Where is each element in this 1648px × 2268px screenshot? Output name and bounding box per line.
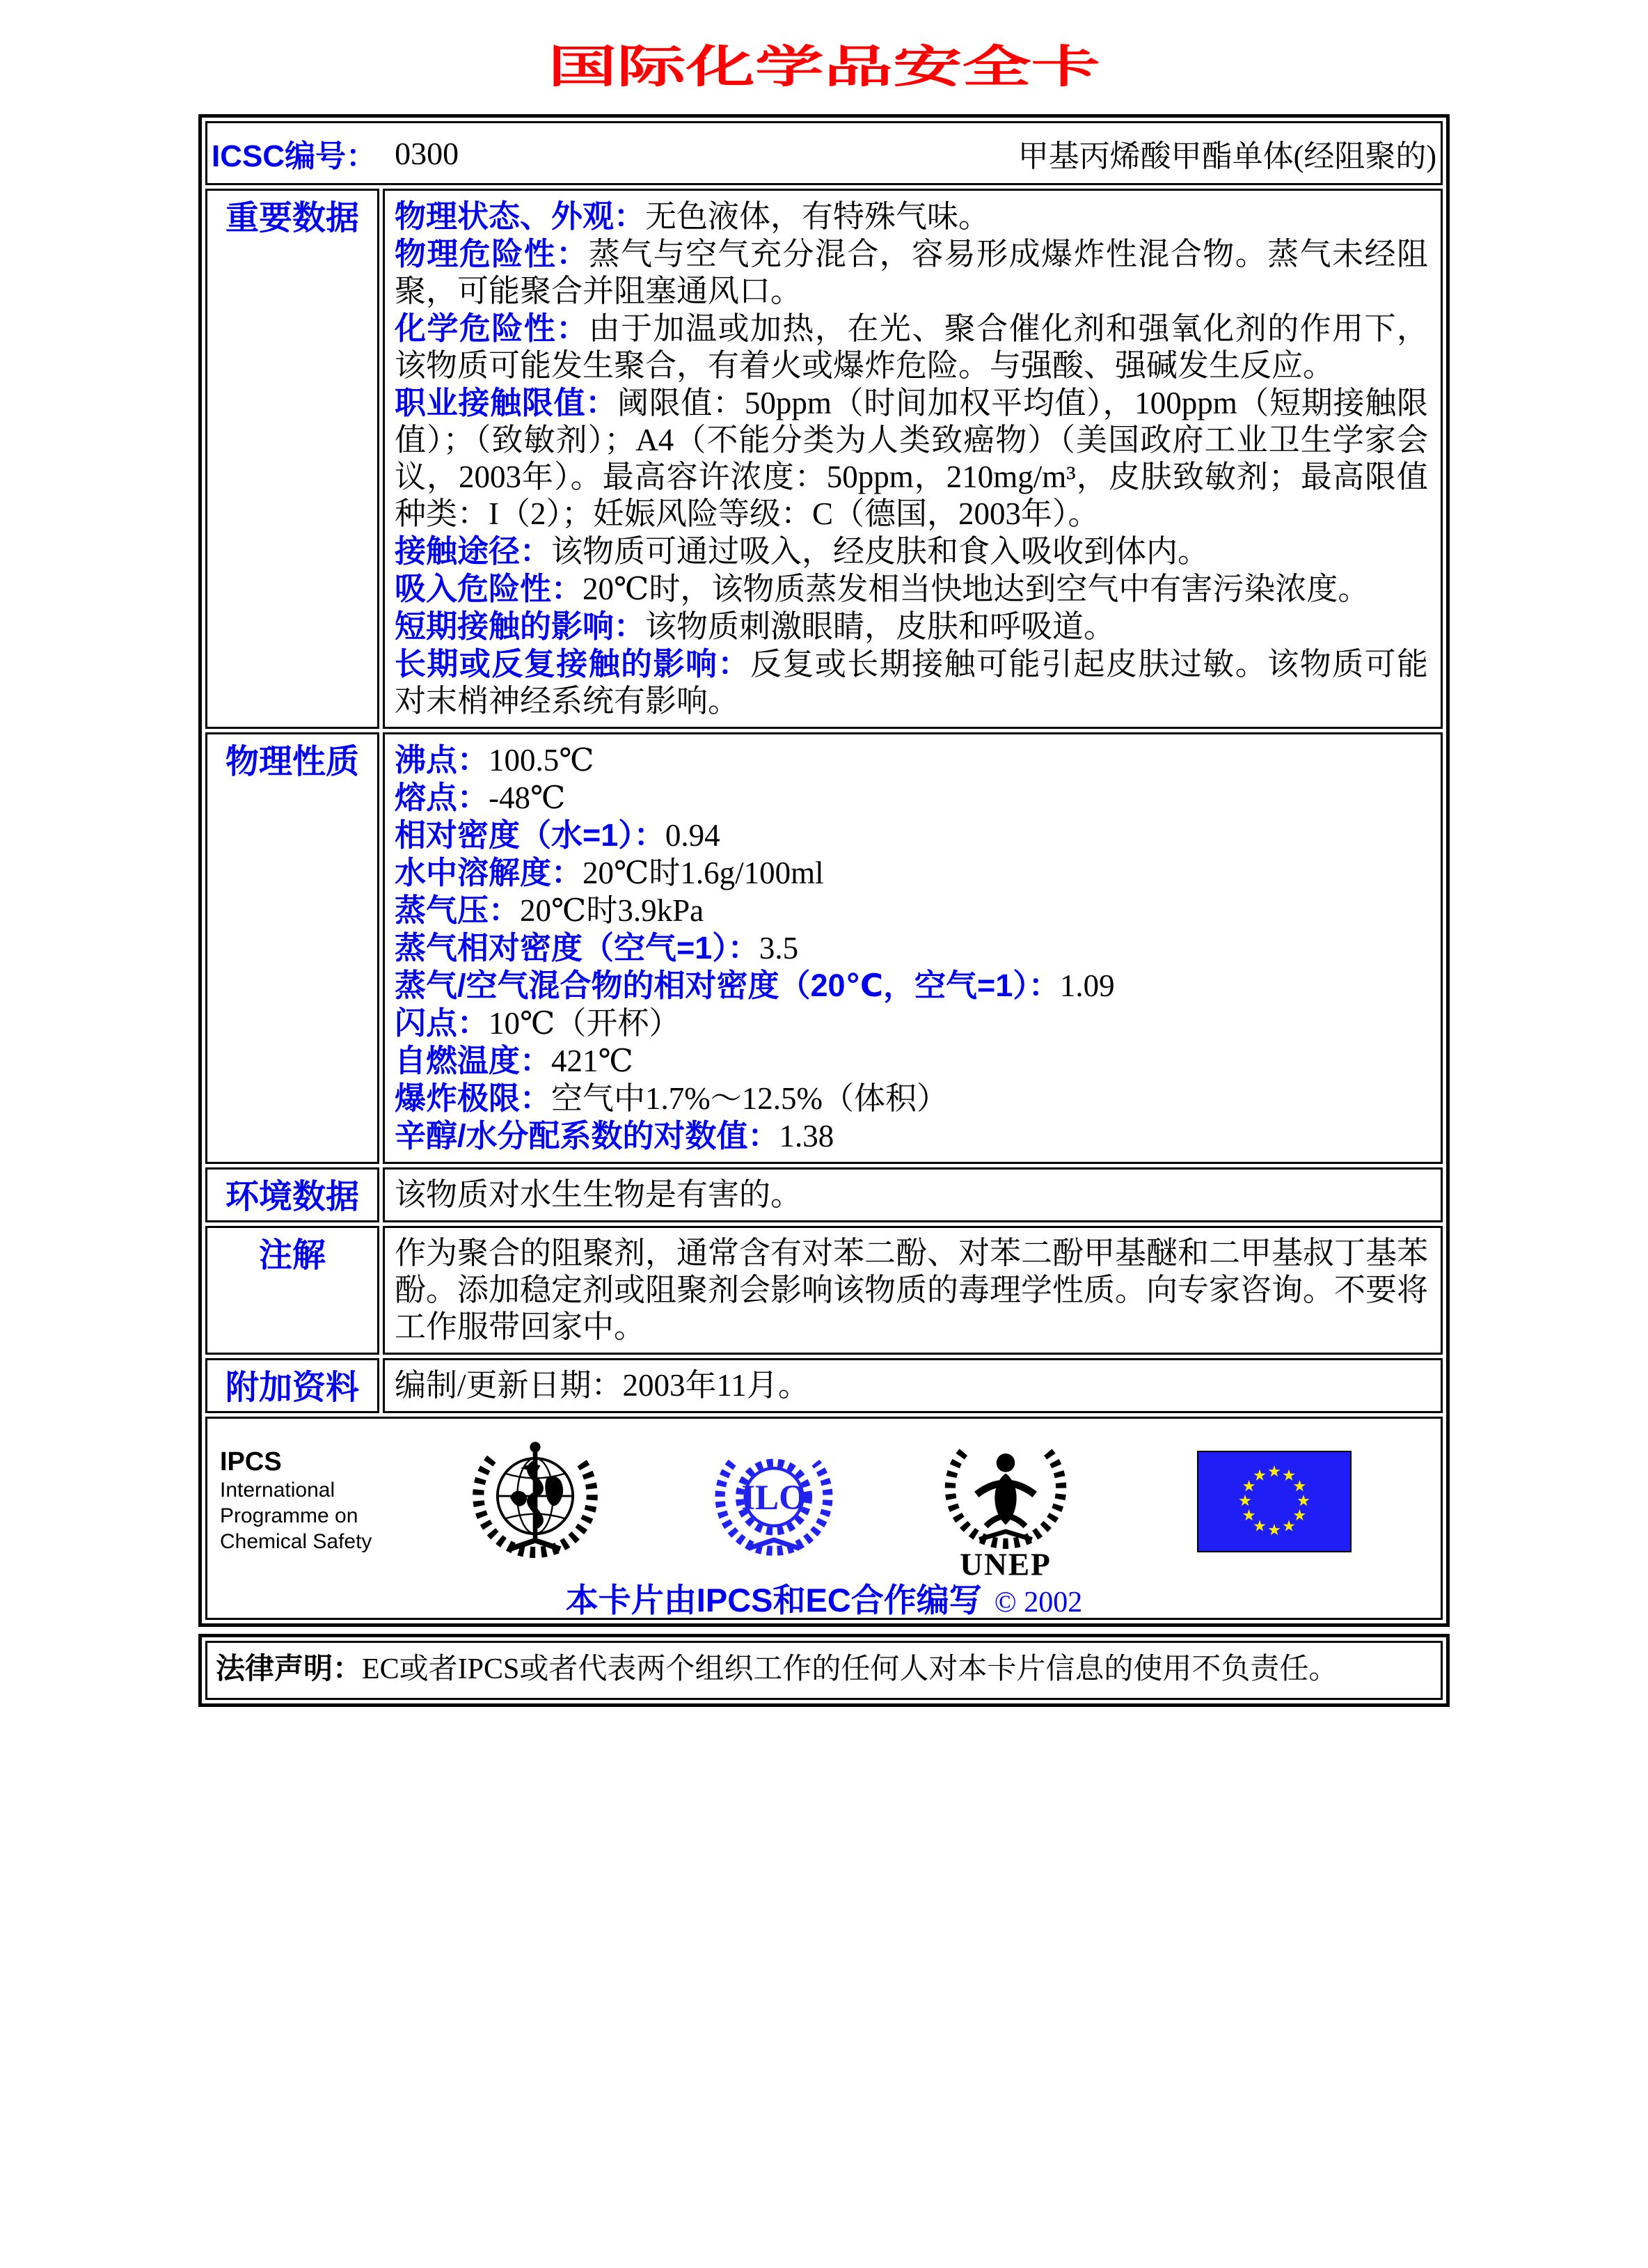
legal-notice-text: EC或者IPCS或者代表两个组织工作的任何人对本卡片信息的使用不负责任。 [362, 1653, 1338, 1685]
ilo-logo-text: ILO [741, 1479, 807, 1518]
physical-item: 自燃温度：421℃ [395, 1043, 633, 1078]
legal-notice-row [205, 1641, 1443, 1700]
important-item: 短期接触的影响：该物质刺激眼睛，皮肤和呼吸道。 [395, 608, 1116, 644]
physical-item: 爆炸极限：空气中1.7%～12.5%（体积） [395, 1080, 948, 1116]
physical-item: 蒸气压：20℃时3.9kPa [395, 892, 704, 928]
ilo-logo-icon [713, 1438, 835, 1561]
eu-flag-icon [1197, 1451, 1352, 1552]
environment-data-row [205, 1167, 1443, 1222]
physical-properties-content [383, 732, 1443, 1164]
important-data-row-label: 重要数据 [205, 189, 379, 729]
physical-item: 水中溶解度：20℃时1.6g/100ml [395, 855, 824, 890]
icsc-number-value: 0300 [395, 135, 459, 171]
logos-row [220, 1426, 1428, 1582]
physical-item: 沸点：100.5℃ [395, 742, 594, 778]
physical-properties-row-label: 物理性质 [205, 732, 379, 1164]
ipcs-line: Programme on [220, 1504, 358, 1527]
physical-item: 熔点：-48℃ [395, 780, 566, 815]
important-item: 吸入危险性：20℃时，该物质蒸发相当快地达到空气中有害污染浓度。 [395, 571, 1370, 606]
physical-item: 蒸气相对密度（空气=1）：3.5 [395, 930, 799, 966]
notes-row [205, 1226, 1443, 1355]
header-row [205, 121, 1443, 185]
ipcs-line: Chemical Safety [220, 1530, 372, 1553]
additional-info-content [383, 1358, 1443, 1413]
legal-notice-table [198, 1634, 1450, 1707]
ipcs-line: International [220, 1479, 335, 1502]
header-cell [205, 121, 1443, 185]
important-item: 接触途径：该物质可通过吸入，经皮肤和食入吸收到体内。 [395, 533, 1210, 569]
important-item: 长期或反复接触的影响：反复或长期接触可能引起皮肤过敏。该物质可能对末梢神经系统有影响。 [395, 646, 1428, 718]
page-title [0, 40, 1648, 93]
important-item: 物理状态、外观：无色液体，有特殊气味。 [395, 198, 990, 234]
environment-data-content [383, 1167, 1443, 1222]
icsc-page [0, 40, 1648, 2268]
important-data-content [383, 189, 1443, 729]
unep-logo-text: UNEP [960, 1546, 1052, 1582]
environment-text: 该物质对水生生物是有害的。 [395, 1177, 802, 1212]
physical-item: 相对密度（水=1）：0.94 [395, 817, 720, 853]
icsc-card-table [198, 114, 1450, 1627]
credit-year: © 2002 [994, 1586, 1083, 1619]
notes-content [383, 1226, 1443, 1355]
chemical-name: 甲基丙烯酸甲酯单体(经阻聚的) [1017, 139, 1436, 173]
credit-line [220, 1575, 1428, 1619]
credit-text: 本卡片由IPCS和EC合作编写 [565, 1582, 982, 1619]
additional-info-text: 编制/更新日期：2003年11月。 [395, 1368, 809, 1403]
important-item: 职业接触限值：阈限值：50ppm（时间加权平均值），100ppm（短期接触限值）；（致敏剂）；A4（不能分类为人类致癌物）（美国政府工业卫生学家会议，2003年）。最高容许浓度：50ppm，210mg/m³，皮肤致敏剂；最高限值种类：I（2）；妊娠风险等级：C（德国，2003年）。 [395, 385, 1428, 531]
important-item: 物理危险性：蒸气与空气充分混合，容易形成爆炸性混合物。蒸气未经阻聚，可能聚合并阻塞通风口。 [395, 236, 1428, 308]
notes-text: 作为聚合的阻聚剂，通常含有对苯二酚、对苯二酚甲基醚和二甲基叔丁基苯酚。添加稳定剂或阻聚剂会影响该物质的毒理学性质。向专家咨询。不要将工作服带回家中。 [395, 1236, 1429, 1344]
ipcs-block [220, 1447, 450, 1554]
legal-notice-label: 法律声明： [216, 1652, 363, 1685]
physical-item: 闪点：10℃（开杯） [395, 1005, 681, 1041]
legal-notice-cell [205, 1641, 1443, 1700]
page-title-text: 国际化学品安全卡 [548, 42, 1100, 92]
environment-data-row-label: 环境数据 [205, 1167, 379, 1222]
unep-logo-icon [940, 1428, 1072, 1582]
physical-item: 辛醇/水分配系数的对数值：1.38 [395, 1118, 834, 1153]
ipcs-title: IPCS [220, 1447, 282, 1476]
important-data-row [205, 189, 1443, 729]
physical-item: 蒸气/空气混合物的相对密度（20℃，空气=1）：1.09 [395, 968, 1115, 1003]
additional-info-row-label: 附加资料 [205, 1358, 379, 1413]
footer-cell [205, 1417, 1443, 1620]
important-item: 化学危险性：由于加温或加热，在光、聚合催化剂和强氧化剂的作用下，该物质可能发生聚合，有着火或爆炸危险。与强酸、强碱发生反应。 [395, 310, 1428, 383]
footer-row [205, 1417, 1443, 1620]
icsc-number-label: ICSC编号： [212, 139, 377, 173]
who-logo-icon [469, 1431, 601, 1564]
additional-info-row [205, 1358, 1443, 1413]
physical-properties-row [205, 732, 1443, 1164]
notes-row-label: 注解 [205, 1226, 379, 1355]
